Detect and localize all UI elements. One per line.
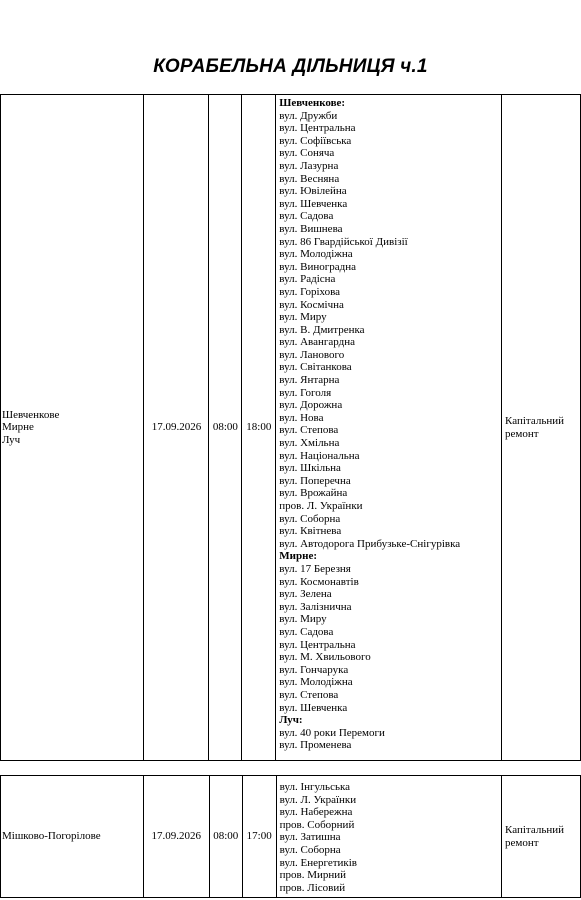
street-item: вул. Горіхова: [279, 285, 341, 298]
street-item: вул. Вишнева: [279, 222, 343, 235]
settlement-name: Шевченкове: [2, 408, 60, 421]
street-item: вул. Дружби: [279, 109, 338, 122]
street-item: вул. Шевченка: [279, 701, 348, 714]
street-item: вул. Космічна: [279, 298, 344, 311]
time-to-cell: 18:00: [242, 95, 276, 761]
street-item: вул. Весняна: [279, 172, 340, 185]
settlement-group-heading: Шевченкове:: [279, 97, 346, 109]
street-item: вул. Світанкова: [279, 361, 352, 374]
street-item: вул. Променева: [279, 739, 352, 752]
reason-cell: [502, 95, 581, 761]
time-from-cell: 08:00: [209, 95, 242, 761]
settlement-name: Мирне: [2, 421, 34, 434]
street-item: вул. Поперечна: [279, 474, 351, 487]
street-item: вул. Шкільна: [279, 462, 341, 475]
street-item: вул. Молодіжна: [279, 248, 353, 261]
street-item: вул. Молодіжна: [279, 676, 353, 689]
street-item: вул. Набережна: [279, 806, 353, 819]
street-item: пров. Лісовий: [279, 881, 346, 894]
street-item: пров. Соборний: [279, 818, 355, 831]
street-item: вул. Садова: [279, 625, 334, 638]
settlement-name: Луч: [2, 433, 21, 446]
street-item: вул. Національна: [279, 449, 360, 462]
street-item: вул. Степова: [279, 424, 339, 437]
street-item: пров. Мирний: [279, 869, 347, 882]
street-item: вул. Ланового: [279, 348, 345, 361]
streets-cell: [276, 776, 501, 898]
street-item: вул. Л. Українки: [279, 793, 357, 806]
street-item: вул. Ювілейна: [279, 185, 347, 198]
street-item: вул. Нова: [279, 411, 324, 424]
settlement-group-heading: Луч:: [279, 714, 303, 727]
street-item: вул. Дорожна: [279, 399, 343, 412]
street-item: вул. Центральна: [279, 638, 356, 651]
time-to-cell: 17:00: [242, 776, 276, 898]
street-item: вул. Інгульська: [279, 781, 351, 793]
street-item: вул. Софіївська: [279, 134, 352, 147]
street-item: вул. В. Дмитренка: [279, 323, 365, 336]
street-item: вул. Садова: [279, 210, 334, 223]
table-row: [1, 95, 581, 761]
street-item: вул. Радісна: [279, 273, 336, 286]
street-item: вул. Зелена: [279, 588, 332, 601]
street-item: вул. Миру: [279, 613, 327, 626]
schedule-table-1: [0, 94, 581, 761]
street-item: вул. М. Хвильового: [279, 651, 371, 664]
table-row: [1, 776, 581, 898]
street-item: вул. Гончарука: [279, 663, 349, 676]
street-item: вул. Янтарна: [279, 374, 340, 387]
street-item: вул. Центральна: [279, 122, 356, 135]
street-item: вул. Виноградна: [279, 260, 356, 273]
date-cell: 17.09.2026: [144, 95, 209, 761]
reason-line: Капітальний: [505, 823, 564, 836]
street-item: вул. Соняча: [279, 147, 335, 160]
street-item: вул. Лазурна: [279, 159, 339, 172]
settlements-cell: [1, 95, 144, 761]
street-item: вул. Залізнична: [279, 600, 352, 613]
street-item: вул. Врожайна: [279, 487, 348, 500]
street-item: вул. 86 Гвардійської Дивізії: [279, 235, 408, 248]
street-item: вул. Енергетиків: [279, 856, 358, 869]
settlements-cell: [1, 776, 144, 898]
time-from-cell: 08:00: [209, 776, 242, 898]
page-title: КОРАБЕЛЬНА ДІЛЬНИЦЯ ч.1: [153, 56, 428, 77]
street-item: вул. 17 Березня: [279, 562, 351, 575]
street-item: вул. Автодорога Прибузьке-Снігурівка: [279, 537, 461, 550]
reason-cell: [502, 776, 581, 898]
street-item: пров. Л. Українки: [279, 500, 363, 512]
reason-line: ремонт: [505, 427, 539, 440]
date-cell: 17.09.2026: [143, 776, 209, 898]
street-item: вул. Шевченка: [279, 197, 348, 210]
street-item: вул. Квітнева: [279, 525, 342, 538]
reason-line: Капітальний: [505, 414, 565, 427]
street-item: вул. Гоголя: [279, 386, 332, 399]
street-item: вул. Хмільна: [279, 437, 340, 450]
street-item: вул. 40 роки Перемоги: [279, 726, 385, 739]
street-item: вул. Соборна: [279, 512, 341, 525]
streets-cell: [276, 95, 502, 761]
street-item: вул. Затишна: [279, 831, 341, 844]
schedule-table-2: [0, 775, 581, 898]
settlement-group-heading: Мирне:: [279, 550, 318, 563]
street-item: вул. Соборна: [279, 843, 341, 856]
street-item: вул. Степова: [279, 688, 339, 701]
reason-line: ремонт: [505, 836, 539, 849]
street-item: вул. Космонавтів: [279, 575, 359, 588]
street-item: вул. Миру: [279, 311, 327, 324]
settlement-name: Мішково-Погорілове: [2, 830, 101, 843]
street-item: вул. Авангардна: [279, 336, 355, 349]
